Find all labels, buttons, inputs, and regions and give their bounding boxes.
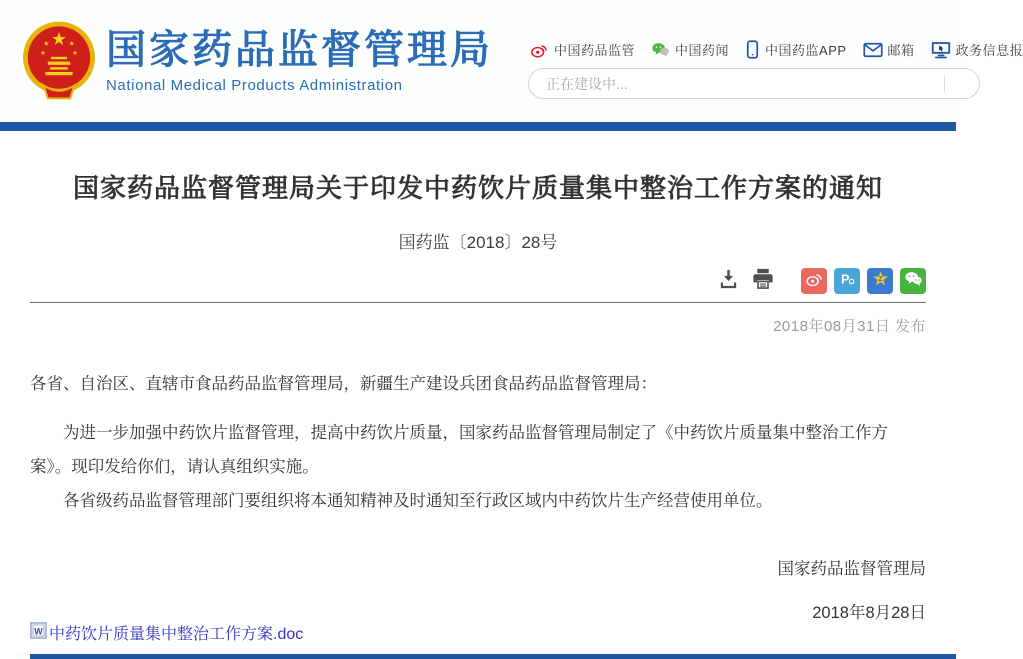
mobile-phone-icon bbox=[745, 40, 760, 59]
svg-text:Z: Z bbox=[878, 276, 882, 284]
article bbox=[0, 131, 956, 623]
document-number: 国药监〔2018〕28号 bbox=[398, 233, 558, 252]
article-toolbar bbox=[30, 268, 926, 294]
share-wechat-button[interactable] bbox=[900, 268, 926, 294]
attachment-row bbox=[30, 621, 303, 644]
search-separator bbox=[944, 75, 945, 92]
page-title: 国家药品监督管理局关于印发中药饮片质量集中整治工作方案的通知 bbox=[72, 173, 883, 203]
wechat-icon bbox=[651, 41, 670, 58]
article-body bbox=[30, 367, 926, 518]
download-button[interactable] bbox=[716, 269, 740, 293]
publish-date: 2018年08月31日 发布 bbox=[773, 318, 926, 335]
header-quick-links bbox=[530, 40, 1023, 59]
svg-text:★: ★ bbox=[68, 40, 75, 48]
link-mail[interactable]: 邮箱 bbox=[863, 40, 915, 59]
svg-text:★: ★ bbox=[43, 40, 50, 48]
national-emblem-logo bbox=[18, 20, 100, 108]
salutation-line: 各省、自治区、直辖市食品药品监督管理局，新疆生产建设兵团食品药品监督管理局： bbox=[30, 375, 657, 393]
mail-icon bbox=[863, 42, 883, 58]
content-divider bbox=[30, 302, 926, 303]
header-divider-bar bbox=[0, 122, 956, 131]
attachment-link[interactable]: 中药饮片质量集中整治工作方案.doc bbox=[49, 626, 304, 643]
body-paragraph: 各省级药品监督管理部门要组织将本通知精神及时通知至行政区域内中药饮片生产经营使用单位。 bbox=[63, 492, 773, 510]
link-app[interactable]: 中国药监APP bbox=[745, 40, 847, 59]
svg-text:★: ★ bbox=[40, 50, 46, 58]
search-input[interactable] bbox=[528, 68, 980, 99]
share-pengyou-button[interactable] bbox=[834, 268, 860, 294]
site-name-en: National Medical Products Administration bbox=[106, 77, 403, 94]
site-header bbox=[0, 0, 1023, 122]
share-qzone-button[interactable] bbox=[867, 268, 893, 294]
printer-icon bbox=[751, 267, 775, 295]
share-buttons bbox=[801, 268, 926, 294]
svg-text:★: ★ bbox=[72, 50, 78, 58]
body-paragraph: 为进一步加强中药饮片监督管理，提高中药饮片质量，国家药品监督管理局制定了《中药饮片质量集中整治工作方案》。现印发给你们，请认真组织实施。 bbox=[30, 424, 888, 476]
weibo-icon bbox=[530, 41, 549, 59]
monitor-icon bbox=[931, 41, 951, 59]
site-title bbox=[106, 26, 493, 94]
pengyou-share-icon bbox=[837, 269, 857, 294]
link-weibo-channel[interactable]: 中国药品监管 bbox=[530, 40, 635, 59]
print-button[interactable] bbox=[751, 269, 775, 293]
svg-text:W: W bbox=[34, 625, 43, 636]
share-weibo-button[interactable] bbox=[801, 268, 827, 294]
link-wechat-channel[interactable]: 中国药闻 bbox=[651, 40, 729, 59]
svg-text:P: P bbox=[841, 272, 850, 287]
weibo-share-icon bbox=[805, 270, 824, 293]
word-doc-icon bbox=[30, 622, 47, 644]
download-icon bbox=[717, 267, 740, 295]
qzone-star-icon bbox=[870, 268, 891, 294]
footer-bar bbox=[30, 654, 956, 659]
wechat-share-icon bbox=[904, 270, 923, 292]
link-gov-info[interactable]: 政务信息报 bbox=[931, 40, 1023, 59]
signature-agency: 国家药品监督管理局 bbox=[777, 560, 926, 578]
signature-date: 2018年8月28日 bbox=[812, 604, 926, 622]
search-bar bbox=[528, 68, 980, 99]
site-name-zh: 国家药品监督管理局 bbox=[106, 28, 493, 72]
